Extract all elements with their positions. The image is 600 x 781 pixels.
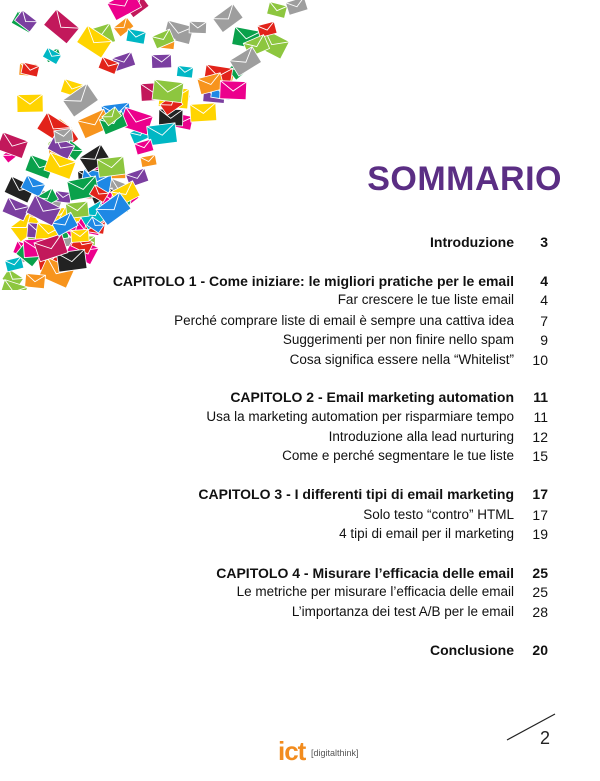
toc-label: L’importanza dei test A/B per le email bbox=[291, 604, 514, 619]
toc-label: 4 tipi di email per il marketing bbox=[339, 526, 514, 541]
toc-page: 10 bbox=[532, 352, 548, 368]
toc-row[interactable] bbox=[0, 601, 600, 623]
toc-row[interactable] bbox=[0, 406, 600, 428]
toc-row[interactable] bbox=[0, 386, 600, 408]
toc-page: 11 bbox=[533, 409, 548, 425]
page-number: 2 bbox=[540, 728, 551, 748]
toc-label: CAPITOLO 2 - Email marketing automation bbox=[230, 389, 514, 405]
toc-page: 17 bbox=[532, 507, 548, 523]
toc-row[interactable] bbox=[0, 581, 600, 603]
toc-page: 9 bbox=[540, 332, 548, 348]
toc-row[interactable] bbox=[0, 483, 600, 505]
toc-label: Perché comprare liste di email è sempre una cattiva idea bbox=[174, 313, 514, 328]
toc-page: 17 bbox=[532, 486, 548, 502]
toc-page: 7 bbox=[540, 313, 548, 329]
toc-page: 28 bbox=[532, 604, 548, 620]
toc-label: Le metriche per misurare l’efficacia delle email bbox=[236, 584, 514, 599]
toc-page: 11 bbox=[533, 389, 548, 405]
toc-label: Solo testo “contro” HTML bbox=[363, 507, 514, 522]
toc-label: CAPITOLO 3 - I differenti tipi di email marketing bbox=[198, 486, 514, 502]
page-title: SOMMARIO bbox=[367, 160, 562, 198]
toc-page: 25 bbox=[532, 565, 548, 581]
toc-label: Cosa significa essere nella “Whitelist” bbox=[289, 352, 514, 367]
toc-label: Introduzione alla lead nurturing bbox=[328, 429, 514, 444]
toc-label: CAPITOLO 4 - Misurare l’efficacia delle email bbox=[216, 565, 514, 581]
toc-row[interactable] bbox=[0, 349, 600, 371]
toc-page: 19 bbox=[532, 526, 548, 542]
toc-page: 4 bbox=[540, 273, 548, 289]
toc-label: CAPITOLO 1 - Come iniziare: le migliori pratiche per le email bbox=[112, 273, 514, 289]
toc-label: Come e perché segmentare le tue liste bbox=[282, 448, 514, 463]
toc-label: Usa la marketing automation per risparmiare tempo bbox=[206, 409, 514, 424]
toc-page: 12 bbox=[532, 429, 548, 445]
toc-page: 15 bbox=[532, 448, 548, 464]
toc-row[interactable] bbox=[0, 523, 600, 545]
toc-row[interactable] bbox=[0, 289, 600, 311]
logo-tagline: [digitalthink] bbox=[311, 748, 359, 758]
toc-page: 20 bbox=[532, 642, 548, 658]
toc-page: 25 bbox=[532, 584, 548, 600]
toc-row[interactable] bbox=[0, 639, 600, 661]
toc-row[interactable] bbox=[0, 445, 600, 467]
logo-mark: ict bbox=[278, 736, 306, 766]
toc-page: 3 bbox=[540, 234, 548, 250]
toc-row[interactable] bbox=[0, 329, 600, 351]
toc-label: Suggerimenti per non finire nello spam bbox=[282, 332, 514, 347]
toc-label: Introduzione bbox=[430, 234, 514, 250]
toc-row[interactable] bbox=[0, 231, 600, 253]
toc-label: Conclusione bbox=[429, 642, 514, 658]
toc-page: 4 bbox=[540, 292, 548, 308]
toc-label: Far crescere le tue liste email bbox=[337, 292, 514, 307]
